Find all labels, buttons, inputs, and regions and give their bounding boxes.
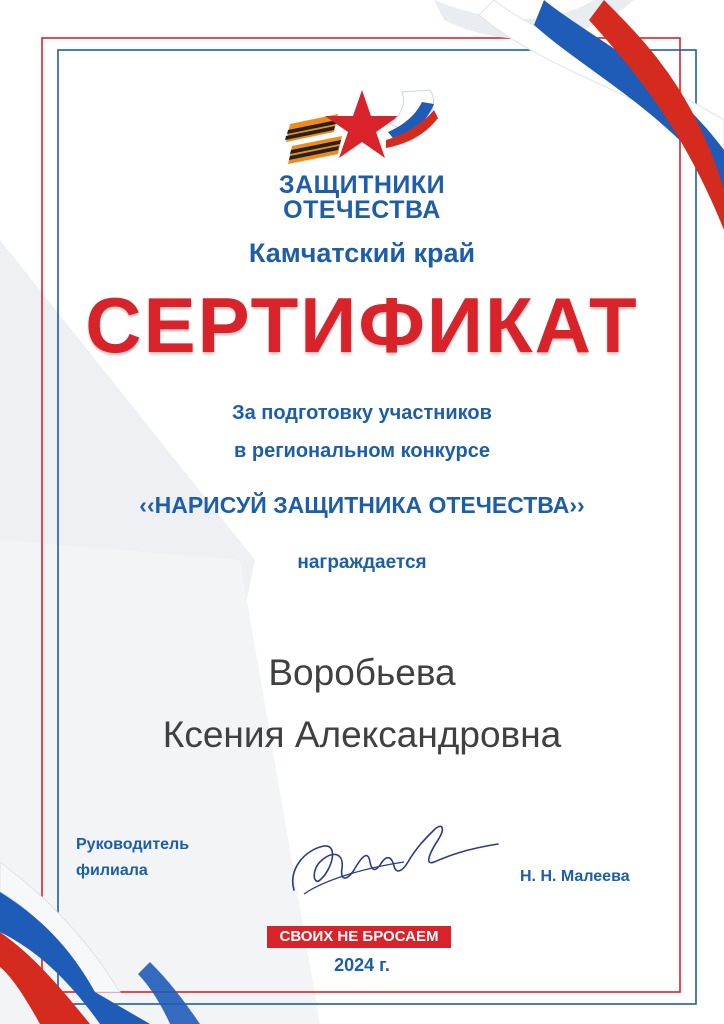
certificate-year: 2024 г.: [334, 955, 390, 975]
recipient-surname: Воробьева: [268, 652, 456, 693]
logo-text-line1: ЗАЩИТНИКИ: [278, 171, 446, 199]
certificate-title: СЕРТИФИКАТ: [85, 281, 639, 369]
recipient-given-names: Ксения Александровна: [162, 714, 562, 755]
flag-ribbon-bottom-left: [0, 862, 210, 1024]
reason-line1: За подготовку участников: [232, 402, 492, 424]
region-heading: Камчатский край: [248, 238, 476, 268]
awarded-label: награждается: [297, 552, 427, 573]
signer-name: Н. Н. Малеева: [520, 868, 630, 885]
defenders-logo-graphic: [282, 84, 442, 176]
signer-role-line1: Руководитель: [76, 836, 190, 853]
flag-ribbon-top-right: [424, 0, 724, 230]
reason-line2: в региональном конкурсе: [234, 440, 490, 462]
handwritten-signature: [284, 810, 504, 900]
slogan-banner: СВОИХ НЕ БРОСАЕМ: [267, 926, 451, 948]
signer-role-line2: филиала: [76, 862, 148, 879]
contest-name: ‹‹НАРИСУЙ ЗАЩИТНИКА ОТЕЧЕСТВА››: [139, 492, 585, 518]
logo-text-line2: ОТЕЧЕСТВА: [283, 196, 441, 224]
